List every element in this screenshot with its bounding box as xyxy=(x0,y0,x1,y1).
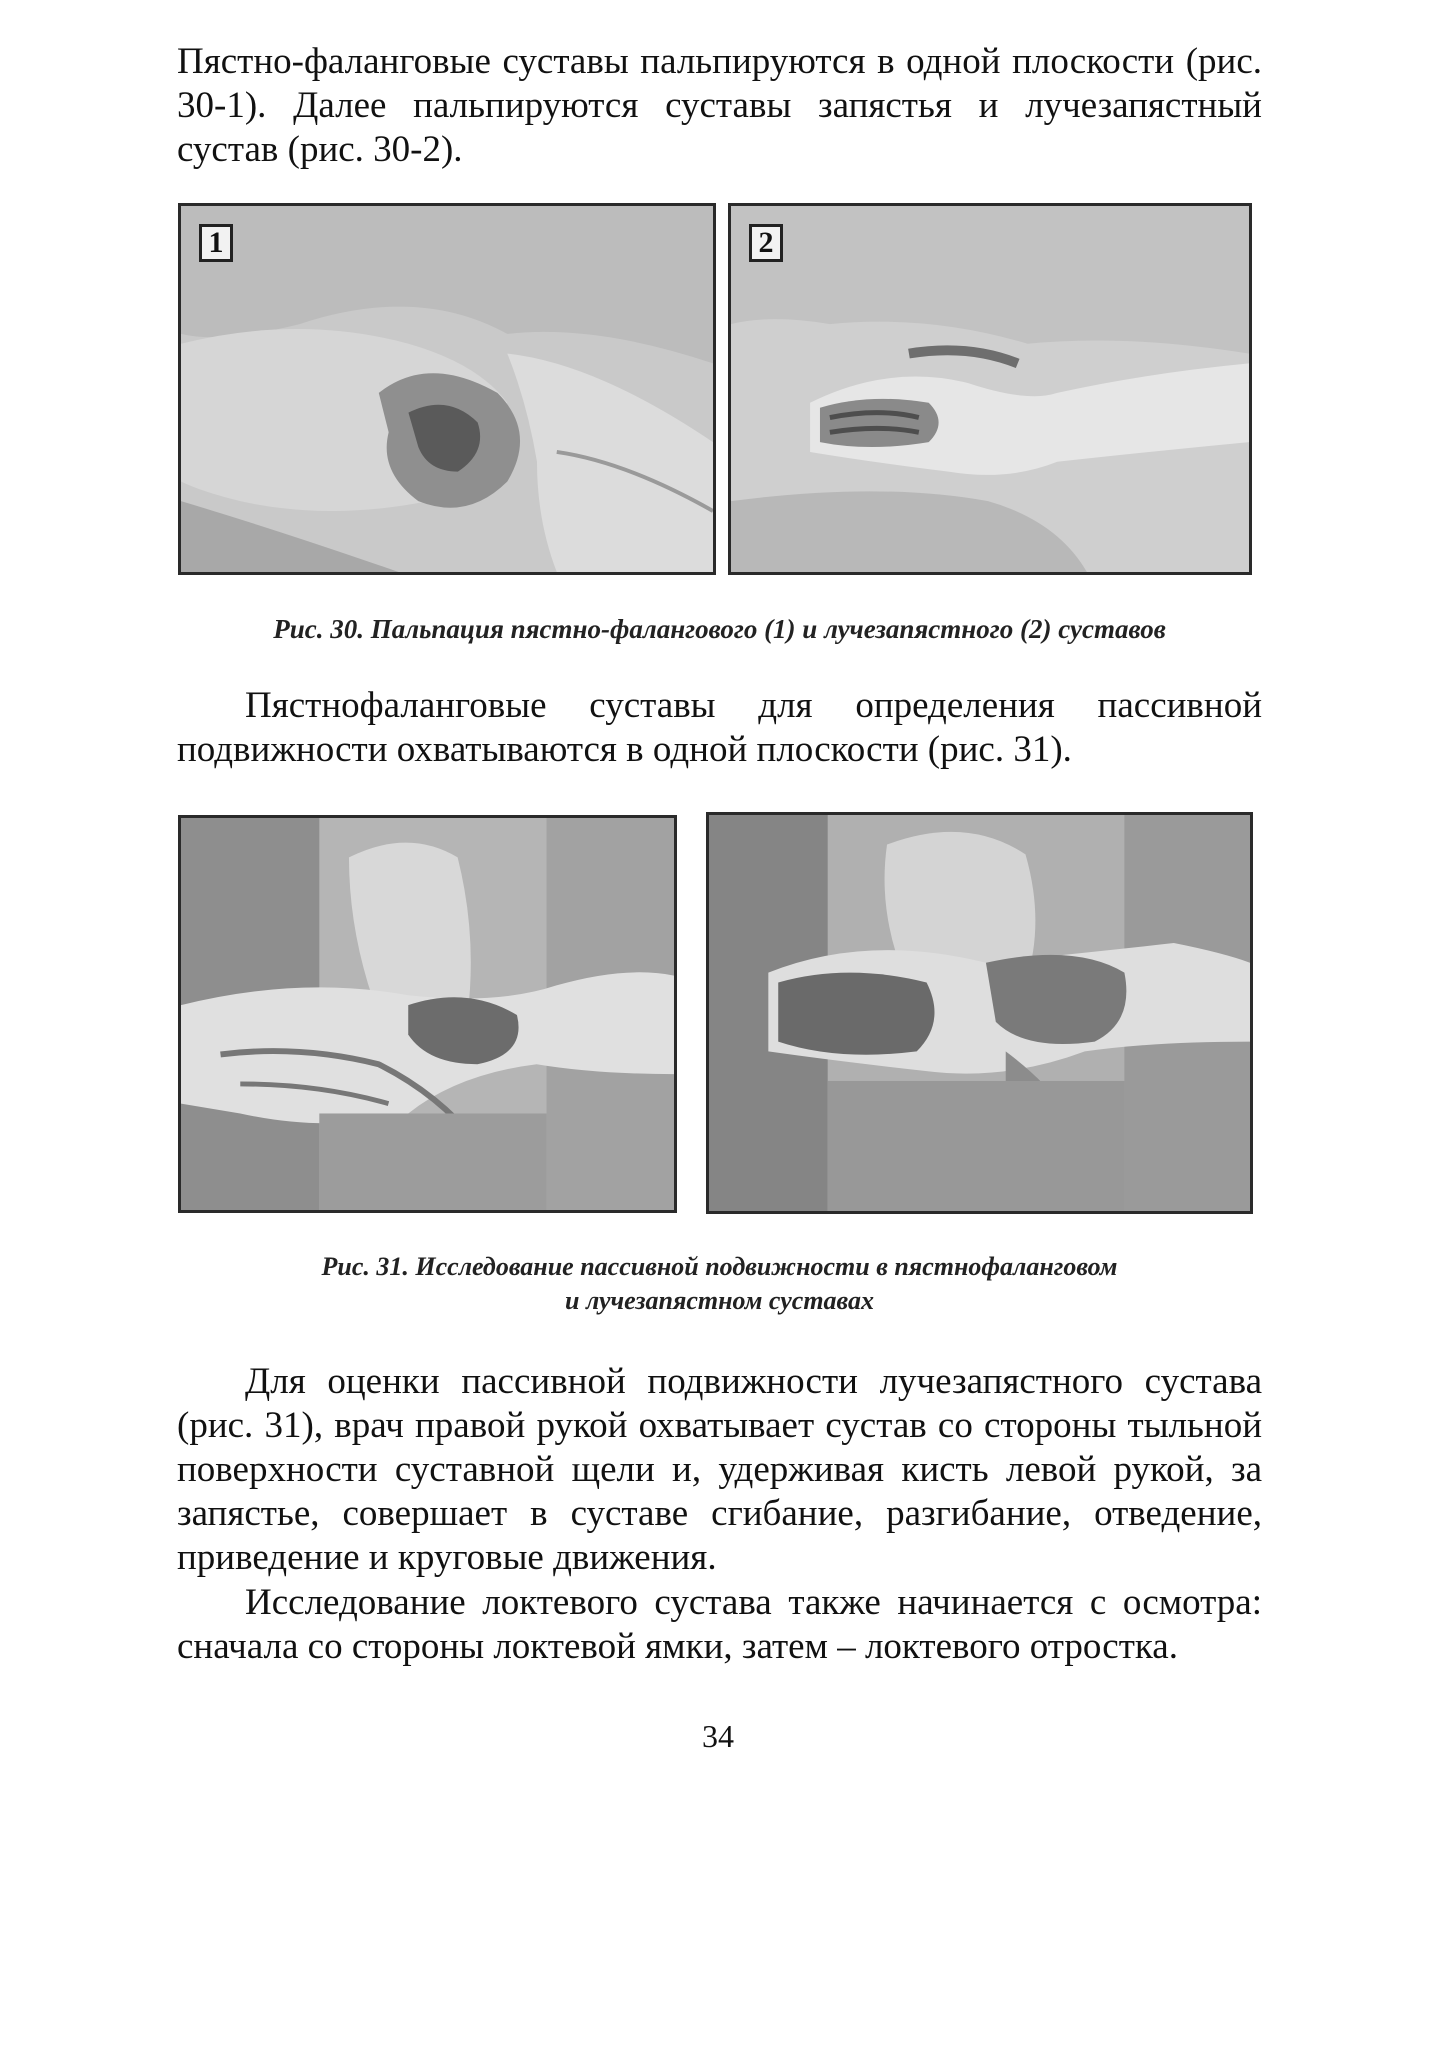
paragraph-wrist-assessment: Для оценки пассивной подвижности лучезапястного сустава (рис. 31), врач правой рукой охватывает сустав со стороны тыльной поверхности суставной щели и, удерживая кисть левой рукой, за запястье, совершает в суставе сгибание, разгибание, отведение, приведение и круговые движения. xyxy=(177,1361,1262,1578)
figure-label-1: 1 xyxy=(199,224,233,262)
figure30-caption: Рис. 30. Пальпация пястно-фалангового (1) и лучезапястного (2) суставов xyxy=(273,614,1166,644)
wrist-palpation-image xyxy=(731,206,1249,572)
paragraph-elbow-exam: Исследование локтевого сустава также начинается с осмотра: сначала со стороны локтевой ямки, затем – локтевого отростка. xyxy=(177,1582,1262,1667)
photo-fig31-2 xyxy=(706,812,1253,1214)
paragraph-fig31-intro: Пястнофаланговые суставы для определения пассивной подвижности охватываются в одной плоскости (рис. 31). xyxy=(177,685,1262,770)
photo-fig30-2 xyxy=(728,203,1252,575)
paragraph-intro: Пястно-фаланговые суставы пальпируются в одной плоскости (рис. 30-1). Далее пальпируются суставы запястья и лучезапястный сустав (рис. 30-2). xyxy=(177,41,1262,170)
figure-label-2: 2 xyxy=(749,224,783,262)
mcp-passive-mobility-image xyxy=(181,818,674,1210)
page-number: 34 xyxy=(702,1718,734,1754)
figure31-caption-line2: и лучезапястном суставах xyxy=(565,1286,874,1315)
photo-fig30-1 xyxy=(178,203,716,575)
figure31-caption-line1: Рис. 31. Исследование пассивной подвижности в пястнофаланговом xyxy=(321,1252,1118,1281)
hand-palpation-image xyxy=(181,206,713,572)
photo-fig31-1 xyxy=(178,815,677,1213)
wrist-passive-mobility-image xyxy=(709,815,1250,1211)
